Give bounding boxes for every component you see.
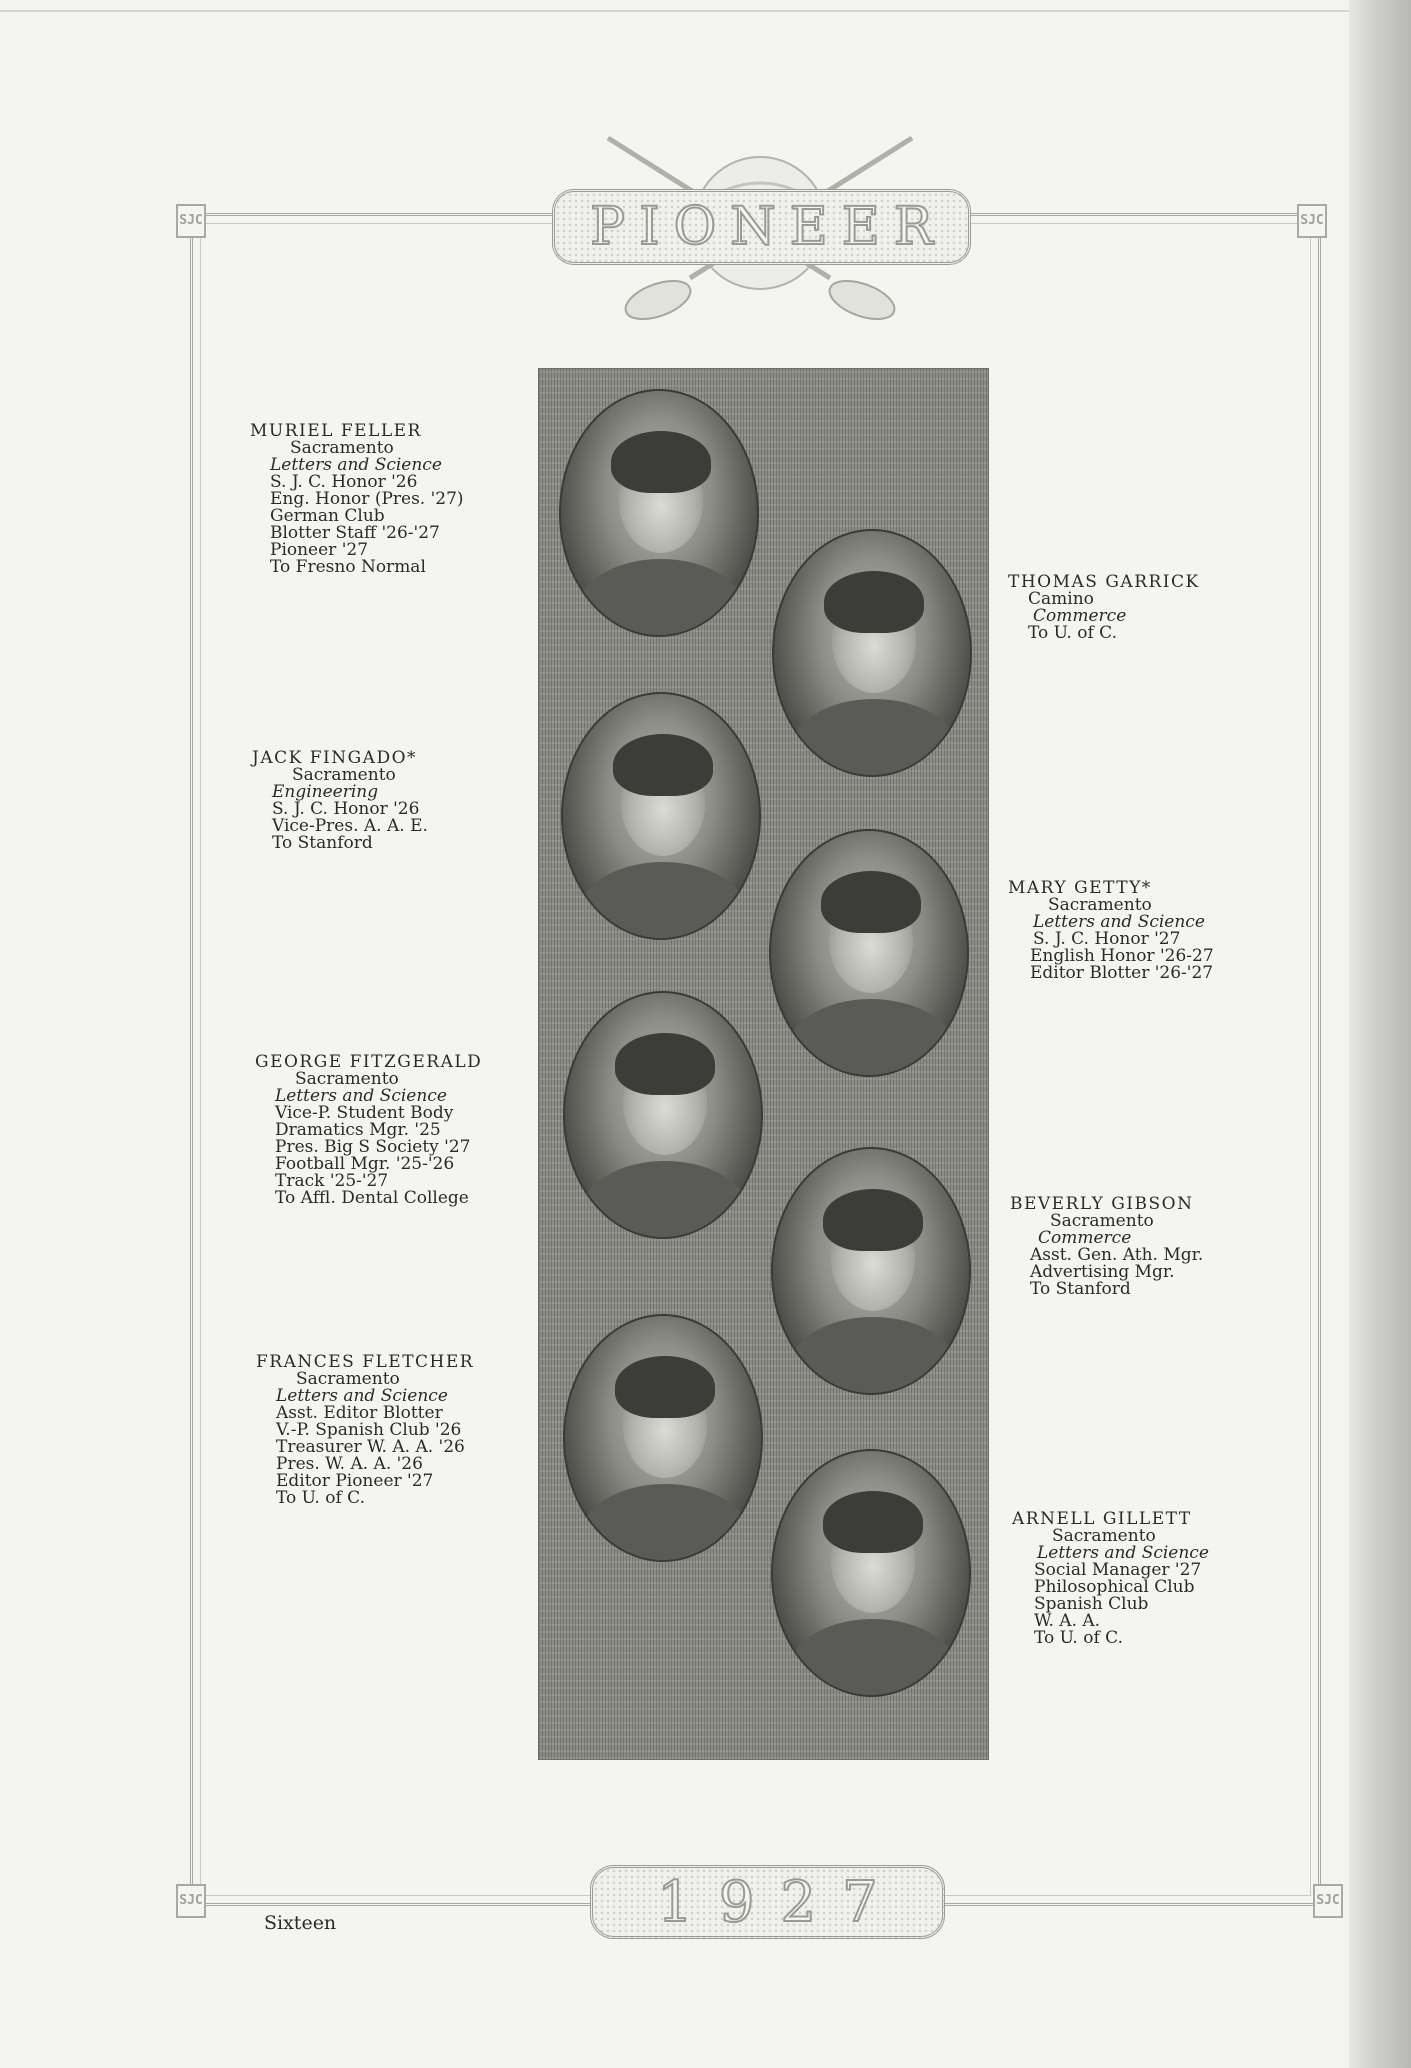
student-detail: Treasurer W. A. A. '26 xyxy=(276,1437,465,1457)
student-course: Letters and Science xyxy=(1037,1543,1209,1563)
student-city: Sacramento xyxy=(292,765,396,785)
student-detail: To Stanford xyxy=(1030,1279,1131,1299)
student-detail: W. A. A. xyxy=(1034,1611,1101,1631)
bio-jack-fingado xyxy=(252,750,428,852)
student-detail: Spanish Club xyxy=(1034,1594,1149,1614)
monogram-bottom-left: SJC xyxy=(176,1884,206,1918)
portrait-jack-fingado xyxy=(561,692,761,940)
student-detail: To Affl. Dental College xyxy=(275,1188,469,1208)
scan-binding-edge xyxy=(1349,0,1411,2068)
student-detail: V.-P. Spanish Club '26 xyxy=(276,1420,462,1440)
student-city: Sacramento xyxy=(296,1369,400,1389)
student-detail: S. J. C. Honor '26 xyxy=(272,799,420,819)
portrait-beverly-gibson xyxy=(771,1147,971,1395)
portrait-muriel-feller xyxy=(559,389,759,637)
student-detail: Philosophical Club xyxy=(1034,1577,1195,1597)
pioneer-banner xyxy=(552,189,971,265)
student-detail: Asst. Editor Blotter xyxy=(276,1403,443,1423)
student-detail: Vice-P. Student Body xyxy=(275,1103,454,1123)
student-course: Commerce xyxy=(1033,606,1127,626)
portrait-arnell-gillett xyxy=(771,1449,971,1697)
student-detail: Pioneer '27 xyxy=(270,540,369,560)
year-banner xyxy=(590,1865,945,1939)
student-city: Sacramento xyxy=(290,438,394,458)
bio-arnell-gillett xyxy=(1012,1511,1209,1647)
portrait-panel xyxy=(538,368,989,1760)
student-detail: German Club xyxy=(270,506,385,526)
student-course: Letters and Science xyxy=(1033,912,1205,932)
student-name: ARNELL GILLETT xyxy=(1012,1509,1192,1529)
student-detail: Advertising Mgr. xyxy=(1030,1262,1175,1282)
bio-thomas-garrick xyxy=(1008,574,1200,642)
student-course: Commerce xyxy=(1038,1228,1132,1248)
student-detail: To Fresno Normal xyxy=(270,557,426,577)
bio-mary-getty xyxy=(1008,880,1214,982)
student-detail: Dramatics Mgr. '25 xyxy=(275,1120,441,1140)
student-course: Letters and Science xyxy=(275,1086,447,1106)
monogram-top-right: SJC xyxy=(1297,204,1327,238)
student-detail: To U. of C. xyxy=(1028,623,1117,643)
student-detail: S. J. C. Honor '27 xyxy=(1033,929,1181,949)
student-detail: S. J. C. Honor '26 xyxy=(270,472,418,492)
student-name: THOMAS GARRICK xyxy=(1008,572,1200,592)
monogram-bottom-right: SJC xyxy=(1313,1884,1343,1918)
student-city: Camino xyxy=(1028,589,1094,609)
student-detail: Pres. W. A. A. '26 xyxy=(276,1454,423,1474)
bio-frances-fletcher xyxy=(256,1354,474,1507)
student-detail: Blotter Staff '26-'27 xyxy=(270,523,440,543)
student-detail: Editor Pioneer '27 xyxy=(276,1471,434,1491)
student-detail: Pres. Big S Society '27 xyxy=(275,1137,471,1157)
student-detail: Social Manager '27 xyxy=(1034,1560,1202,1580)
monogram-top-left: SJC xyxy=(176,204,206,238)
student-course: Engineering xyxy=(272,782,379,802)
student-detail: To Stanford xyxy=(272,833,373,853)
portrait-frances-fletcher xyxy=(563,1314,763,1562)
student-name: GEORGE FITZGERALD xyxy=(255,1052,483,1072)
student-name: MARY GETTY* xyxy=(1008,878,1152,898)
student-course: Letters and Science xyxy=(276,1386,448,1406)
portrait-thomas-garrick xyxy=(772,529,972,777)
banner-title: PIONEER xyxy=(590,197,947,257)
student-detail: Vice-Pres. A. A. E. xyxy=(272,816,428,836)
year-text: 1927 xyxy=(657,1869,904,1935)
student-name: FRANCES FLETCHER xyxy=(256,1352,475,1372)
portrait-george-fitzgerald xyxy=(563,991,763,1239)
student-name: JACK FINGADO* xyxy=(252,748,418,768)
student-detail: Editor Blotter '26-'27 xyxy=(1030,963,1214,983)
student-name: MURIEL FELLER xyxy=(250,421,422,441)
bio-muriel-feller xyxy=(250,423,464,576)
bio-beverly-gibson xyxy=(1010,1196,1203,1298)
student-city: Sacramento xyxy=(1048,895,1152,915)
student-detail: Football Mgr. '25-'26 xyxy=(275,1154,455,1174)
student-detail: Track '25-'27 xyxy=(275,1171,389,1191)
portrait-mary-getty xyxy=(769,829,969,1077)
student-city: Sacramento xyxy=(1050,1211,1154,1231)
student-course: Letters and Science xyxy=(270,455,442,475)
bio-george-fitzgerald xyxy=(255,1054,482,1207)
page-number: Sixteen xyxy=(264,1912,337,1934)
student-detail: Eng. Honor (Pres. '27) xyxy=(270,489,464,509)
student-detail: Asst. Gen. Ath. Mgr. xyxy=(1030,1245,1204,1265)
top-rule xyxy=(0,10,1349,12)
student-name: BEVERLY GIBSON xyxy=(1010,1194,1194,1214)
student-detail: To U. of C. xyxy=(276,1488,365,1508)
student-city: Sacramento xyxy=(1052,1526,1156,1546)
student-detail: To U. of C. xyxy=(1034,1628,1123,1648)
student-detail: English Honor '26-27 xyxy=(1030,946,1214,966)
student-city: Sacramento xyxy=(295,1069,399,1089)
